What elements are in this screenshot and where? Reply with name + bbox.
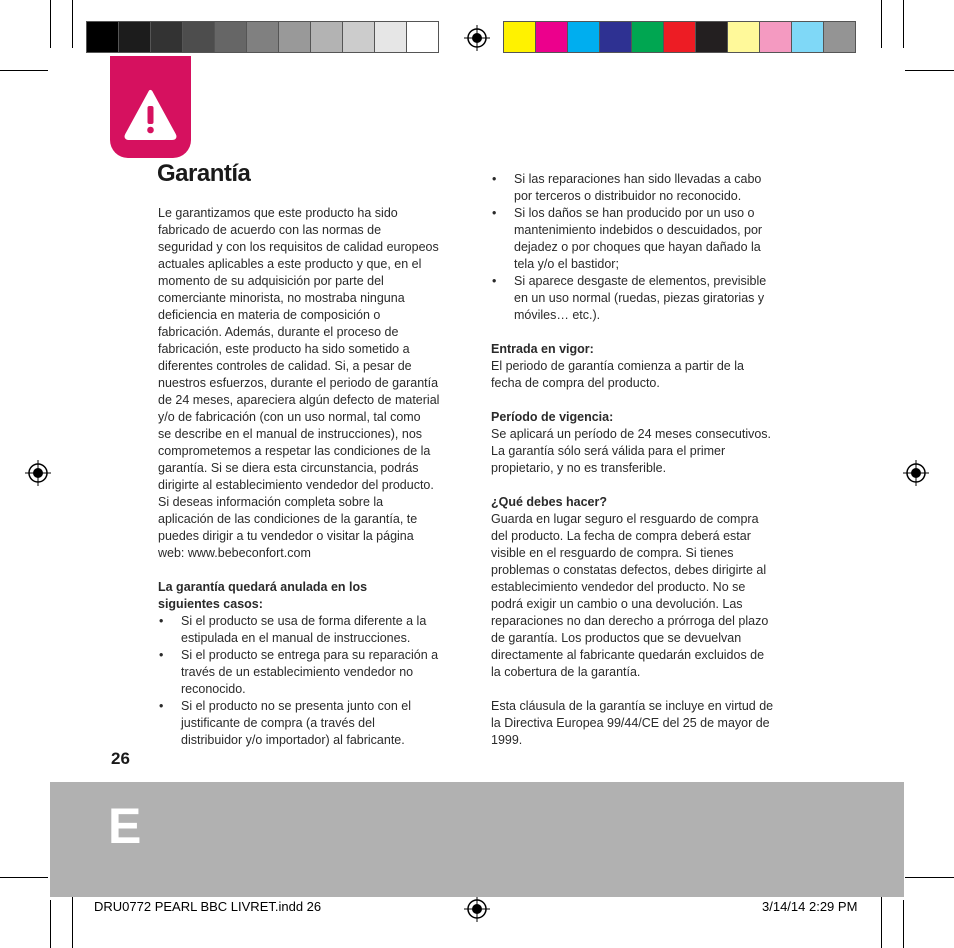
- color-swatch: [696, 21, 728, 53]
- text-line: Si los daños se han producido por un uso o: [514, 206, 755, 220]
- text-line: dirigirte al establecimiento vendedor del producto.: [158, 478, 434, 492]
- color-swatch: [760, 21, 792, 53]
- text-line: reparaciones no dan derecho a prórroga del plazo: [491, 614, 769, 628]
- text-line: visible en el resguardo de compra. Si tienes: [491, 546, 734, 560]
- page-title: Garantía: [157, 160, 251, 187]
- crop-mark: [72, 0, 73, 48]
- text-line: web: www.bebeconfort.com: [158, 546, 311, 560]
- text-line: estipulada en el manual de instrucciones.: [181, 631, 411, 645]
- bullet-item: [491, 273, 811, 324]
- color-swatch: [86, 21, 119, 53]
- grayscale-color-bar: [86, 20, 439, 54]
- color-swatch: [151, 21, 183, 53]
- section-heading: Entrada en vigor:: [491, 342, 594, 356]
- text-line: distribuidor y/o importador) al fabricante.: [181, 733, 405, 747]
- text-line: Guarda en lugar seguro el resguardo de compra: [491, 512, 759, 526]
- color-swatch: [247, 21, 279, 53]
- color-swatch: [503, 21, 536, 53]
- registration-mark-icon: [464, 896, 490, 922]
- text-line: tela y/o el bastidor;: [514, 257, 619, 271]
- text-line: aplicación de las condiciones de la garantía, te: [158, 512, 418, 526]
- text-line: El periodo de garantía comienza a partir de la: [491, 359, 744, 373]
- text-line: justificante de compra (a través del: [181, 716, 375, 730]
- language-band: [50, 782, 904, 897]
- bullet-item: [491, 171, 811, 205]
- text-line: deficiencia en materia de composición o: [158, 308, 381, 322]
- warranty-sections: [491, 324, 811, 681]
- right-column: [491, 171, 811, 749]
- bullet-marker: •: [492, 206, 497, 220]
- text-line: fabricación, este producto ha sido sometido a: [158, 342, 410, 356]
- crop-mark: [0, 877, 48, 878]
- text-line: nuestros esfuerzos, durante el periodo de garantía: [158, 376, 439, 390]
- crop-mark: [0, 70, 48, 71]
- color-swatch: [183, 21, 215, 53]
- warranty-section: [491, 494, 811, 681]
- heading-line: La garantía quedará anulada en los: [158, 580, 368, 594]
- warning-triangle-icon: [110, 56, 191, 158]
- warning-tab: [110, 56, 191, 158]
- bullet-item: [158, 613, 478, 647]
- text-line: Esta cláusula de la garantía se incluye en virtud de: [491, 699, 774, 713]
- bullet-item: [158, 698, 478, 749]
- text-line: garantía. Si se diera esta circunstancia, podrás: [158, 461, 419, 475]
- text-line: la Directiva Europea 99/44/CE del 25 de mayor de: [491, 716, 770, 730]
- color-swatch: [600, 21, 632, 53]
- text-line: través de un establecimiento vendedor no: [181, 665, 414, 679]
- text-line: directamente al fabricante quedarán excluidos de: [491, 648, 765, 662]
- text-line: fabricado de acuerdo con las normas de: [158, 223, 382, 237]
- text-line: comprometemos a respetar las condiciones de la: [158, 444, 431, 458]
- text-line: seguridad y con los requisitos de calidad europeos: [158, 240, 439, 254]
- color-swatch: [568, 21, 600, 53]
- text-line: Si las reparaciones han sido llevadas a cabo: [514, 172, 762, 186]
- crop-mark: [903, 900, 904, 948]
- crop-mark: [881, 890, 882, 948]
- color-swatch: [632, 21, 664, 53]
- color-swatch: [407, 21, 439, 53]
- warranty-section: [491, 409, 811, 477]
- left-column: [158, 205, 478, 749]
- registration-mark-icon: [464, 25, 490, 51]
- crop-mark: [905, 70, 954, 71]
- registration-mark-icon: [903, 460, 929, 486]
- section-heading: Período de vigencia:: [491, 410, 614, 424]
- bullet-marker: •: [159, 699, 164, 713]
- color-swatch: [215, 21, 247, 53]
- text-line: establecimiento vendedor del producto. No se: [491, 580, 746, 594]
- bullet-item: [491, 205, 811, 273]
- text-line: Si el producto se entrega para su reparación a: [181, 648, 439, 662]
- text-line: propietario, y no es transferible.: [491, 461, 667, 475]
- text-line: mantenimiento indebidos o descuidados, por: [514, 223, 763, 237]
- section-heading: ¿Qué debes hacer?: [491, 495, 608, 509]
- text-line: Si aparece desgaste de elementos, previsible: [514, 274, 767, 288]
- text-line: Le garantizamos que este producto ha sido: [158, 206, 398, 220]
- process-color-bar: [503, 20, 856, 54]
- text-line: diferentes controles de calidad. Si, a pesar de: [158, 359, 412, 373]
- text-line: y/o de fabricación (con un uso normal, tal como: [158, 410, 421, 424]
- crop-mark: [50, 0, 51, 48]
- bullet-marker: •: [492, 274, 497, 288]
- text-line: de 24 meses, apareciera algún defecto de material: [158, 393, 440, 407]
- text-line: dejadez o por choques que hayan dañado la: [514, 240, 761, 254]
- language-letter: E: [108, 798, 142, 854]
- slug-file-info: DRU0772 PEARL BBC LIVRET.indd 26: [94, 899, 322, 914]
- warranty-section: [491, 341, 811, 392]
- slug-date-time: 3/14/14 2:29 PM: [762, 899, 858, 914]
- text-line: fecha de compra del producto.: [491, 376, 660, 390]
- page-number: 26: [111, 749, 130, 768]
- text-line: en un uso normal (ruedas, piezas giratorias y: [514, 291, 765, 305]
- crop-mark: [881, 0, 882, 48]
- color-swatch: [311, 21, 343, 53]
- color-swatch: [343, 21, 375, 53]
- text-line: Si el producto no se presenta junto con el: [181, 699, 412, 713]
- bullet-item: [158, 647, 478, 698]
- closing-paragraph: [491, 698, 811, 749]
- text-line: móviles… etc.).: [514, 308, 601, 322]
- text-line: se describe en el manual de instrucciones), nos: [158, 427, 423, 441]
- bullet-marker: •: [159, 648, 164, 662]
- color-swatch: [792, 21, 824, 53]
- text-line: comerciante minorista, no mostraba ninguna: [158, 291, 405, 305]
- color-swatch: [728, 21, 760, 53]
- intro-paragraph: [158, 205, 478, 562]
- crop-mark: [50, 900, 51, 948]
- text-line: problemas o constatas defectos, debes dirigirte al: [491, 563, 767, 577]
- text-line: la cobertura de la garantía.: [491, 665, 641, 679]
- text-line: Se aplicará un período de 24 meses consecutivos.: [491, 427, 772, 441]
- color-swatch: [664, 21, 696, 53]
- text-line: Si deseas información completa sobre la: [158, 495, 384, 509]
- text-line: por terceros o distribuidor no reconocido.: [514, 189, 742, 203]
- text-line: puedes dirigir a tu vendedor o visitar la página: [158, 529, 414, 543]
- color-swatch: [279, 21, 311, 53]
- color-swatch: [375, 21, 407, 53]
- text-line: reconocido.: [181, 682, 246, 696]
- text-line: Si el producto se usa de forma diferente a la: [181, 614, 427, 628]
- text-line: fabricación. Además, durante el proceso de: [158, 325, 399, 339]
- crop-mark: [905, 877, 954, 878]
- color-swatch: [824, 21, 856, 53]
- text-line: del producto. La fecha de compra deberá estar: [491, 529, 751, 543]
- text-line: podrá exigir un cambio o una devolución. Las: [491, 597, 743, 611]
- text-line: La garantía sólo será válida para el primer: [491, 444, 726, 458]
- text-line: 1999.: [491, 733, 523, 747]
- color-swatch: [536, 21, 568, 53]
- void-conditions-heading: [158, 579, 478, 613]
- color-swatch: [119, 21, 151, 53]
- registration-mark-icon: [25, 460, 51, 486]
- void-conditions-list-continued: [491, 171, 811, 324]
- text-line: de garantía. Los productos que se devuelvan: [491, 631, 742, 645]
- void-conditions-list: [158, 613, 478, 749]
- crop-mark: [72, 890, 73, 948]
- heading-line: siguientes casos:: [158, 597, 263, 611]
- bullet-marker: •: [159, 614, 164, 628]
- text-line: actuales aplicables a este producto y que, en el: [158, 257, 422, 271]
- text-line: momento de su adquisición por parte del: [158, 274, 384, 288]
- crop-mark: [903, 0, 904, 48]
- bullet-marker: •: [492, 172, 497, 186]
